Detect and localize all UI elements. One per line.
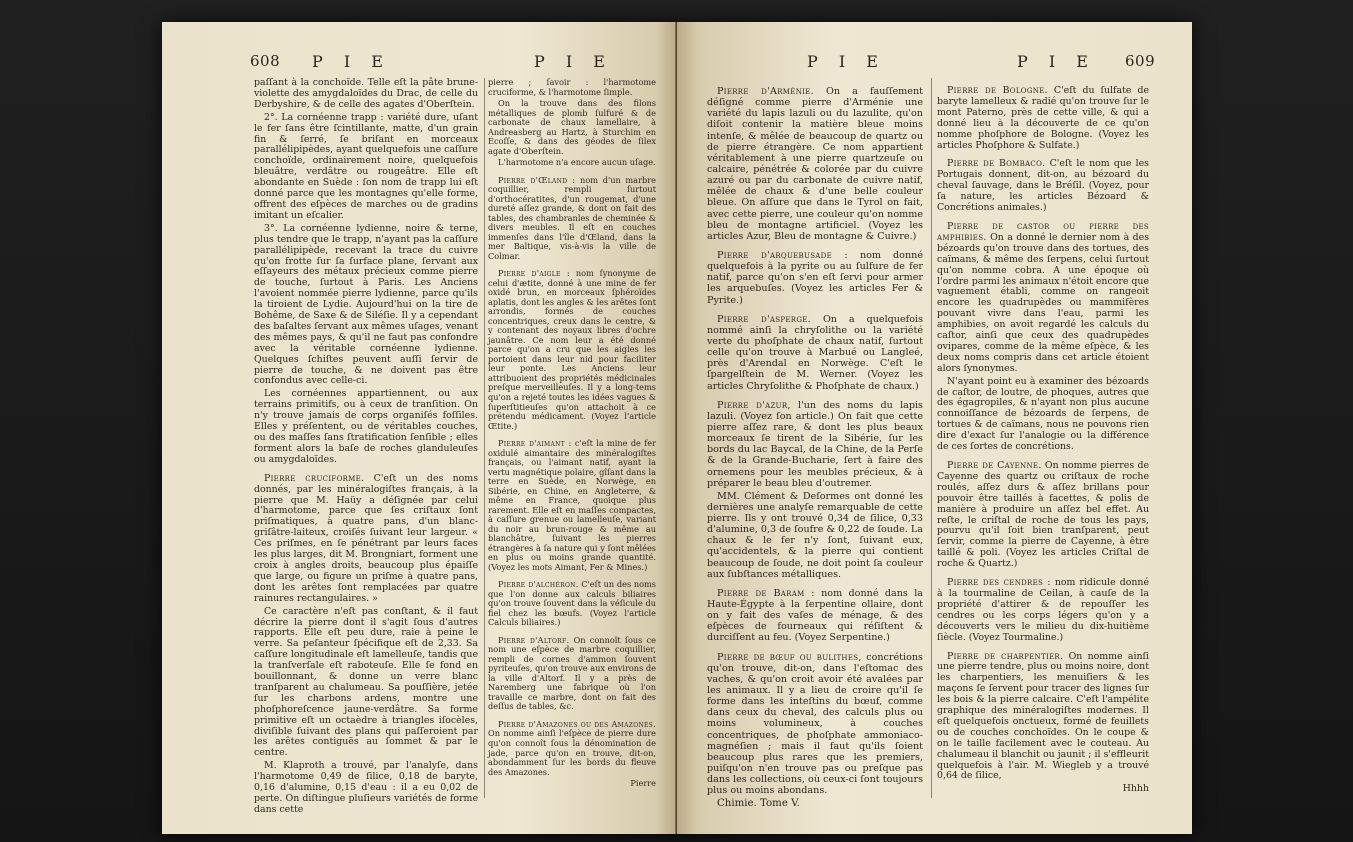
entry-headword: Pierre d'aſperge. xyxy=(717,313,811,325)
entry-text: C'eſt le nom que les Portugais donnent, dit-on, au bézoard du cheval ſauvage, dans le Bréſil. (Voyez, pour ſa nature, les articles Bézoard & Concrétions animales.) xyxy=(937,158,1149,214)
entry-text: C'eſt un des noms que l'on donne aux calculs biliaires qu'on trouve ſouvent dans la véſicule du fiel chez les bœufs. (Voyez l'article Calculs biliaires.) xyxy=(488,579,656,628)
paragraph xyxy=(254,761,478,816)
dictionary-entry xyxy=(488,720,656,777)
entry-text: L'harmotome n'a encore aucun uſage. xyxy=(498,157,656,168)
entry-text: On a donné le dernier nom à des bézoards qu'on trouve dans des tortues, des caïmans, & même des ſerpens, celui ſurtout qu'on nomme cobra. A une époque où l'ordre parmi les animaux n'étoit encore que vaguement établi, comme on rangeoit encore les quadrupèdes ou mammifères pouvant vivre dans l'eau, parmi les amphibies, on avoit regardé les calculs du caſtor, ainſi que ceux des quadrupèdes ovipares, comme de la même eſpèce, & les deux noms compris dans cet article étoient alors ſynonymes. xyxy=(937,231,1150,374)
entry-text: paſſant à la conchoïde. Telle eſt la pâte brune-violette des amygdaloïdes du Drac, de celle du Derbyshire, & de celle des agates d'Oberſtein. xyxy=(254,77,478,110)
left-column-2 xyxy=(488,78,656,791)
dictionary-entry xyxy=(488,580,656,628)
entry-text: Les cornéennes appartiennent, ou aux terrains primitifs, ou à ceux de tranſition. On n'y trouve jamais de corps organiſés foſſiles. Elles y préſentent, ou de véritables couches, ou des maſſes ſans ſtratification ſenſible ; elles forment alors la baſe de roches glanduleuſes ou amygdaloïdes. xyxy=(254,388,478,465)
entry-text: MM. Clément & Deſormes ont donné les dernières une analyſe remarquable de cette pierre. Ils y ont trouvé 0,34 de ſilice, 0,33 d'alumine, 0,3 de ſoufre & 0,22 de ſoude. La chaux & le fer n'y ſont, ſuivant eux, qu'accidentels, & la pierre qui contient beaucoup de ſoude, ne doit point ſa couleur aux ſubſtances métalliques. xyxy=(707,490,923,580)
entry-headword: Pierre des cendres : xyxy=(947,577,1051,589)
entry-text: On connoît ſous ce nom une eſpèce de marbre coquillier, rempli de cornes d'ammon ſouvent pyriteuſes, qu'on trouve aux environs de la ville d'Altorf. Il y a près de Naremberg une fabrique où l'on travaille ce marbre, dont on fait des deſſus de tables, &c. xyxy=(488,634,656,712)
left-column-1 xyxy=(254,78,478,818)
dictionary-entry xyxy=(937,159,1149,214)
paragraph xyxy=(707,491,923,580)
entry-headword: Pierre de Bologne. xyxy=(947,85,1048,96)
entry-headword: Pierre de charpentier. xyxy=(947,650,1064,662)
entry-text: c'eſt la mine de fer oxidulé aimantaire des minéralogiſtes français, ou l'aimant natif, ayant la vertu magnétique polaire, gîſant dans la terre en Suède, en Norwège, en Sibérie, en Chine, en Angleterre, & même en France, quoique plus rarement. Elle eſt en maſſes compactes, à caſſure grenue ou lamelleuſe, variant du noir au brun-rouge & même au blanchâtre, ſuivant les pierres étrangères à ſa nature qui y ſont mêlées en plus ou moins grande quantité. (Voyez les mots Aimant, Fer & Mines.) xyxy=(488,438,656,572)
paragraph xyxy=(937,377,1149,453)
dictionary-entry xyxy=(937,461,1149,570)
paragraph xyxy=(254,113,478,222)
paragraph xyxy=(488,158,656,168)
entry-text: pierre ; ſavoir : l'harmotome cruciforme, & l'harmotome ſimple. xyxy=(488,77,656,97)
right-column-2 xyxy=(937,78,1149,797)
entry-text: l'un des noms du lapis lazuli. (Voyez ſon article.) On fait que cette pierre aſſez rare, & dont les plus beaux morceaux ſe tirent de la Sibérie, ſur les bords du lac Baycal, de la Chine, de la Perſe & de la Grande-Bucharie, ſert à faire des ornemens pour les meubles précieux, & à préparer le beau bleu d'outremer. xyxy=(707,399,923,489)
entry-headword: Pierre d'Amazones ou des Amazones. xyxy=(498,718,656,729)
right-page-number: 609 xyxy=(1125,52,1156,70)
catchword: Pierre xyxy=(630,778,656,789)
entry-text: C'eſt un des noms donnés, par les minéralogiſtes français, à la pierre que M. Haüy a déſignée par celui d'harmotome, parce que ſes criſtaux ſont priſmatiques, à quatre pans, d'un blanc-griſâtre-laiteux, croiſés ſuivant leur largeur. « Ces priſmes, en ſe pénétrant par leurs faces les plus larges, dit M. Brongniart, forment une croix à angles droits, beaucoup plus épaiſſe que large, ou figure un priſme à quatre pans, dont les arêtes ſont remplacées par quatre rainures rectangulaires. » xyxy=(254,472,479,604)
left-page-header xyxy=(162,52,677,74)
dictionary-entry xyxy=(707,652,923,797)
dictionary-entry xyxy=(254,474,478,605)
right-column-1 xyxy=(707,78,923,812)
dictionary-entry xyxy=(707,400,923,489)
left-page xyxy=(162,22,677,834)
entry-text: Ce caractère n'eſt pas conſtant, & il faut décrire la pierre dont il s'agit ſous d'autres rapports. Elle eſt peu dure, raie à peine le verre. Sa peſanteur ſpécifique eſt de 2,33. Sa caſſure longitudinale eſt lamelleuſe, tandis que la tranſverſale eſt raboteuſe. Elle ſe fond en bouillonnant, & donne un verre blanc tranſparent au chalumeau. Sa pouſſière, jetée ſur les charbons ardens, montre une phoſphoreſcence jaune-verdâtre. Sa forme primitive eſt un octaèdre à triangles iſocèles, diviſible ſuivant des plans qui paſſeroient par les arêtes contiguës au ſommet & par le centre. xyxy=(254,605,478,759)
entry-headword: Pierre d'Œland : xyxy=(498,174,576,185)
left-running-head-1: P I E xyxy=(312,52,391,71)
entry-headword: Pierre d'arquebuſade : xyxy=(717,249,848,261)
entry-headword: Pierre de bœuf ou bulithes, xyxy=(717,651,862,663)
dictionary-entry xyxy=(937,652,1149,783)
dictionary-entry xyxy=(707,250,923,306)
entry-headword: Pierre d'azur, xyxy=(717,399,791,411)
entry-headword: Pierre d'aimant : xyxy=(498,438,572,449)
entry-text: On nomme pierres de Cayenne des quartz ou criſtaux de roche roulés, aſſez durs & aſſez brillans pour pouvoir être taillés à facettes, & polis de manière à produire un aſſez bel effet. Au reſte, le criſtal de roche de tous les pays, pourvu qu'il ſoit bien tranſparent, peut ſervir, comme la pierre de Cayenne, à être taillé & poli. (Voyez les articles Criſtal de roche & Quartz.) xyxy=(937,460,1149,570)
entry-text: nom d'un marbre coquillier, rempli ſurtout d'orthocératites, d'un rougemat, d'une dureté aſſez grande, & dont on fait des tables, des chambranles de cheminée & divers meubles. Il eſt en couches immenſes dans l'île d'Œland, dans la mer Baltique, vis-à-vis la ville de Colmar. xyxy=(488,174,656,261)
dictionary-entry xyxy=(488,176,656,262)
entry-text: 3°. La cornéenne lydienne, noire & terne, plus tendre que le trapp, n'ayant pas la caſſure parallélipipède, recevant la trace du cuivre qu'on frotte ſur ſa ſurface plane, ſervant aux eſſayeurs des métaux précieux comme pierre de touche, ſurtout à Paris. Les Anciens l'avoient nommée pierre lydienne, parce qu'ils la tiroient de Lydie. Aujourd'hui on la tire de Bohême, de Saxe & de Siléſie. Il y a cependant des baſaltes ſervant aux mêmes uſages, venant des mêmes pays, & qu'il ne faut pas confondre avec la véritable cornéenne lydienne. Quelques ſchiſtes peuvent auſſi ſervir de pierre de touche, & ne doivent pas être confondus avec celle-ci. xyxy=(254,222,478,387)
entry-text: On nomme ainſi une pierre tendre, plus ou moins noire, dont les charpentiers, les menuiſiers & les maçons ſe ſervent pour tracer des lignes ſur les bois & la pierre calcaire. C'eſt l'ampélite graphique des minéralogiſtes modernes. Il eſt quelquefois onctueux, formé de feuillets ou de couches conchoïdes. On le coupe & on le taille facilement avec le couteau. Au chalumeau il blanchit ou jaunit ; il s'effleurit quelquefois à l'air. M. Wiegleb y a trouvé 0,64 de ſilice, xyxy=(937,650,1149,782)
right-running-head-1: P I E xyxy=(807,52,886,71)
entry-text: nom ſynonyme de celui d'ætite, donné à une mine de fer oxidé brun, en morceaux ſphéroïdes aplatis, dont les angles & les arêtes ſont arrondis, formés de couches concentriques, creux dans le centre, & y contenant des noyaux libres d'ochre jaunâtre. Ce nom leur a été donné parce qu'on a cru que les aigles les portoient dans leur nid pour faciliter leur ponte. Les Anciens leur attribuoient des propriétés médicinales preſque merveilleuſes. Il y a long-tems qu'on a rejeté toutes les idées vagues & ſuperſtitieuſes qu'on attachoit à ce prétendu médicament. (Voyez l'article Œtite.) xyxy=(488,268,656,431)
column-rule xyxy=(484,78,485,798)
book-spread xyxy=(162,22,1192,834)
dictionary-entry xyxy=(937,222,1149,375)
dictionary-entry xyxy=(707,86,923,242)
entry-text: N'ayant point eu à examiner des bézoards de caſtor, de loutre, de phoques, autres que des égagropiles, & n'ayant non plus aucune connoiſſance de bézoards de ſerpens, de tortues & de caïmans, nous ne pouvons rien dire d'exact ſur l'analogie ou la différence de ces ſortes de concrétions. xyxy=(937,375,1149,453)
paragraph xyxy=(254,389,478,465)
paragraph xyxy=(488,99,656,156)
entry-headword: Pierre d'aigle : xyxy=(498,268,570,279)
entry-text: On a fauſſement déſigné comme pierre d'Arménie une variété du lapis lazuli ou du lazulite, qu'on diſoit contenir la matière bleue moins intenſe, & mêlée de beaucoup de quartz ou de pierre étrangère. Ce nom appartient véritablement à une pierre quartzeuſe ou calcaire, pénétrée & colorée par du cuivre azuré ou par du carbonate de cuivre natif, mêlée de chaux & d'une belle couleur bleue. On aſſure que dans le Tyrol on fait, avec cette pierre, une couleur qu'on nomme bleu de montagne artificiel. (Voyez les articles Azur, Bleu de montagne & Cuivre.) xyxy=(707,86,923,242)
paragraph xyxy=(488,78,656,97)
entry-text: On la trouve dans des filons métalliques de plomb ſulfuré & de carbonate de chaux lamellaire, à Andreasberg au Hartz, à Sturchim en Écoſſe, & dans des géodes de ſilex agate d'Oberſtein. xyxy=(488,98,656,156)
volume-footer: Chimie. Tome V. xyxy=(717,798,800,810)
entry-text: nom ridicule donné à la tourmaline de Ceilan, à cauſe de la propriété d'attirer & de repouſſer les cendres ou les corps légers qu'on y a découverts vers le milieu du dix-huitième ſiècle. (Voyez Tourmaline.) xyxy=(937,577,1149,643)
dictionary-entry xyxy=(488,439,656,572)
entry-headword: Pierre de Bombaco. xyxy=(947,158,1046,170)
left-running-head-2: P I E xyxy=(534,52,613,71)
entry-text: M. Klaproth a trouvé, par l'analyſe, dans l'harmotome 0,49 de ſilice, 0,18 de baryte, 0,16 d'alumine, 0,15 d'eau : il a eu 0,02 de perte. On diſtingue pluſieurs variétés de forme dans cette xyxy=(254,760,478,815)
entry-text: nom donné quelquefois à la pyrite ou au ſulfure de fer natif, parce qu'on s'en eſt ſervi pour armer les arquebuſes. (Voyez les articles Fer & Pyrite.) xyxy=(707,249,923,306)
entry-text: nom donné dans la Haute-Égypte à la ſerpentine ollaire, dont on y fait des vaſes de ménage, & des eſpèces de fourneaux qui réſiſtent & durciſſent au feu. (Voyez Serpentine.) xyxy=(707,587,923,644)
entry-headword: Pierre d'Arménie. xyxy=(717,86,814,97)
entry-headword: Pierre d'alchéron. xyxy=(498,579,579,590)
entry-headword: Pierre de Cayenne. xyxy=(947,460,1042,471)
entry-text: 2°. La cornéenne trapp : variété dure, uſant le fer ſans être ſcintillante, matte, d'un grain fin & ſerré, ſe briſant en morceaux parallélipipèdes, ayant quelquefois une caſſure conchoïde, ordinairement noire, quelquefois bleuâtre, verdâtre ou rougeâtre. Elle eſt abondante en Suède : ſon nom de trapp lui eſt donné parce que les montagnes qu'elle forme, offrent des eſpèces de marches ou de gradins imitant un eſcalier. xyxy=(254,111,478,221)
dictionary-entry xyxy=(937,86,1149,151)
entry-text: concrétions qu'on trouve, dit-on, dans l'eſtomac des vaches, & qu'on croit avoir été avalées par les animaux. Il y a lieu de croire qu'il ſe forme dans les inteſtins du bœuf, comme dans ceux du cheval, des calculs plus ou moins volumineux, à couches concentriques, de phoſphate ammoniaco-magnéſien ; mais il faut qu'ils ſoient beaucoup plus rares que les premiers, puiſqu'on n'en trouve pas ou preſque pas dans les collections, où ceux-ci ſont toujours plus ou moins abondans. xyxy=(707,651,923,797)
dictionary-entry xyxy=(707,314,923,392)
entry-text: On nomme ainſi l'eſpèce de pierre dure qu'on connoît ſous la dénomination de jade, parce qu'on en trouve, dit-on, abondamment ſur les bords du fleuve des Amazones. xyxy=(488,728,656,777)
right-running-head-2: P I E xyxy=(1017,52,1096,71)
dictionary-entry xyxy=(707,588,923,644)
signature-mark: Hhhh xyxy=(1122,783,1149,795)
right-page xyxy=(677,22,1192,834)
entry-headword: Pierre de Baram : xyxy=(717,587,815,599)
entry-headword: Pierre de caſtor ou pierre des amphibies. xyxy=(937,220,1149,243)
entry-headword: Pierre d'Altorf. xyxy=(498,634,570,645)
paragraph xyxy=(254,78,478,111)
column-rule-right xyxy=(931,78,932,798)
dictionary-entry xyxy=(937,578,1149,643)
entry-headword: Pierre cruciforme. xyxy=(264,472,365,484)
right-page-header xyxy=(677,52,1192,74)
dictionary-entry xyxy=(488,269,656,431)
paragraph xyxy=(254,224,478,388)
paragraph xyxy=(254,607,478,760)
left-page-number: 608 xyxy=(250,52,281,70)
entry-text: On a quelquefois nommé ainſi la chryſolithe ou la variété verte du phoſphate de chaux natif, ſurtout celle qu'on trouve à Marbué ou Langleé, près d'Arendal en Norwège. C'eſt le ſpargelſtein de M. Werner. (Voyez les articles Chryſolithe & Phoſphate de chaux.) xyxy=(707,313,923,392)
entry-text: C'eſt du ſulfate de baryte lamelleux & radié qu'on trouve ſur le mont Paterno, près de cette ville, & qui a donné lieu à la découverte de ce qu'on nomme phoſphore de Bologne. (Voyez les articles Phoſphore & Sulfate.) xyxy=(937,85,1149,151)
dictionary-entry xyxy=(488,636,656,712)
